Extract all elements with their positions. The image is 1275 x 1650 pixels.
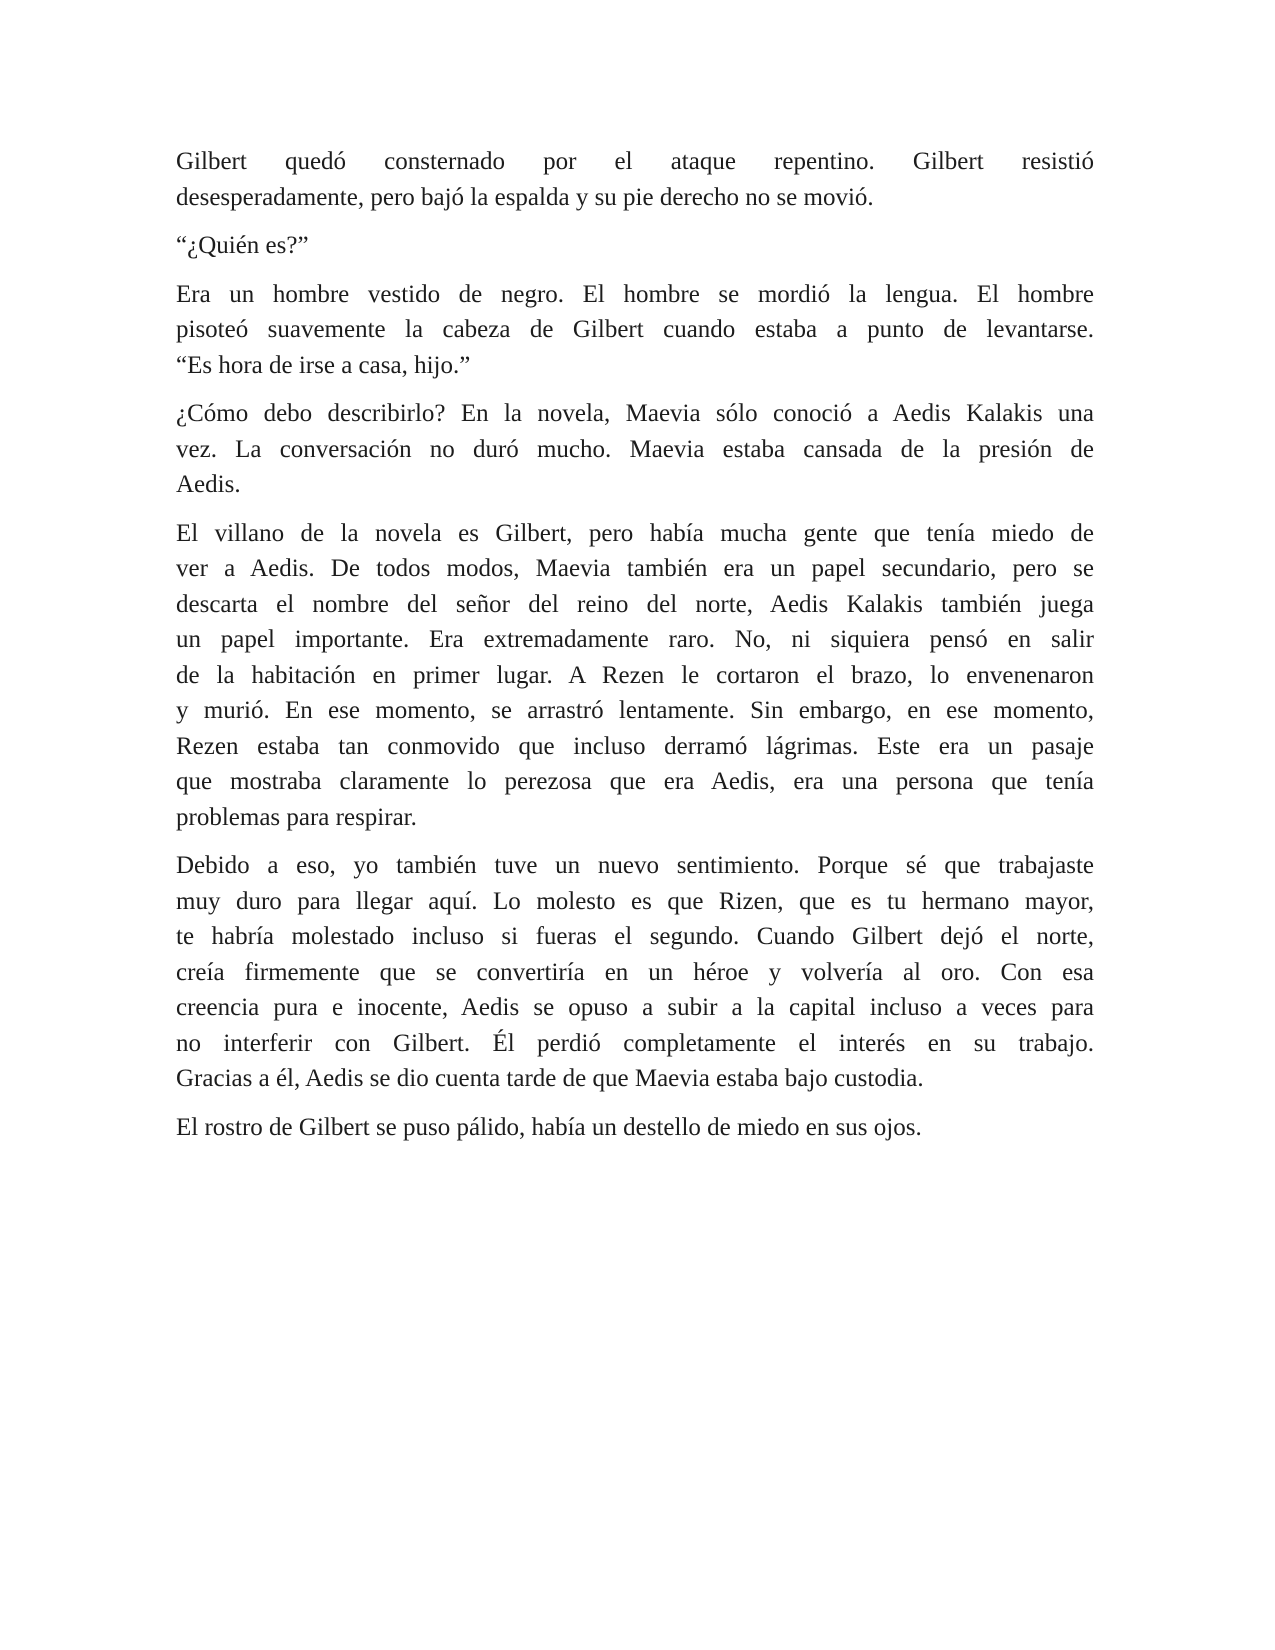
text-line: que mostraba claramente lo perezosa que era Aedis, era una persona que tenía [176,768,1094,795]
paragraph-2 [176,228,1094,264]
text-line: ver a Aedis. De todos modos, Maevia también era un papel secundario, pero se [176,555,1094,582]
paragraph-3 [176,277,1094,384]
text-line: de la habitación en primer lugar. A Rezen le cortaron el brazo, lo envenenaron [176,661,1094,689]
text-line: El rostro de Gilbert se puso pálido, había un destello de miedo en sus ojos. [176,1113,922,1141]
body-text [176,144,1094,1158]
text-line: problemas para respirar. [176,803,417,831]
text-line: Gracias a él, Aedis se dio cuenta tarde de que Maevia estaba bajo custodia. [176,1065,924,1092]
text-line: te habría molestado incluso si fueras el segundo. Cuando Gilbert dejó el norte, [176,923,1094,950]
text-line: vez. La conversación no duró mucho. Maevia estaba cansada de la presión de [176,435,1094,463]
text-line: “¿Quién es?” [176,232,309,259]
paragraph-4 [176,396,1094,503]
paragraph-6 [176,848,1094,1097]
text-line: descarta el nombre del señor del reino del norte, Aedis Kalakis también juega [176,590,1094,618]
paragraph-5 [176,516,1094,836]
text-line: desesperadamente, pero bajó la espalda y su pie derecho no se movió. [176,183,874,211]
text-line: no interferir con Gilbert. Él perdió completamente el interés en su trabajo. [176,1029,1094,1057]
text-line: y murió. En ese momento, se arrastró lentamente. Sin embargo, en ese momento, [176,697,1094,724]
text-line: El villano de la novela es Gilbert, pero había mucha gente que tenía miedo de [176,519,1094,547]
text-line: un papel importante. Era extremadamente raro. No, ni siquiera pensó en salir [176,626,1094,653]
paragraph-1 [176,144,1094,215]
text-line: ¿Cómo debo describirlo? En la novela, Maevia sólo conoció a Aedis Kalakis una [176,400,1094,427]
text-line: Rezen estaba tan conmovido que incluso derramó lágrimas. Este era un pasaje [176,732,1094,760]
text-line: Aedis. [176,471,241,498]
text-line: creencia pura e inocente, Aedis se opuso a subir a la capital incluso a veces para [176,994,1094,1021]
text-line: Gilbert quedó consternado por el ataque repentino. Gilbert resistió [176,148,1094,175]
paragraph-7 [176,1110,1094,1146]
text-line: Era un hombre vestido de negro. El hombre se mordió la lengua. El hombre [176,280,1094,308]
text-line: “Es hora de irse a casa, hijo.” [176,351,471,379]
text-line: Debido a eso, yo también tuve un nuevo sentimiento. Porque sé que trabajaste [176,852,1094,879]
text-line: pisoteó suavemente la cabeza de Gilbert cuando estaba a punto de levantarse. [176,316,1094,343]
text-line: creía firmemente que se convertiría en un héroe y volvería al oro. Con esa [176,958,1094,986]
text-line: muy duro para llegar aquí. Lo molesto es que Rizen, que es tu hermano mayor, [176,887,1094,915]
